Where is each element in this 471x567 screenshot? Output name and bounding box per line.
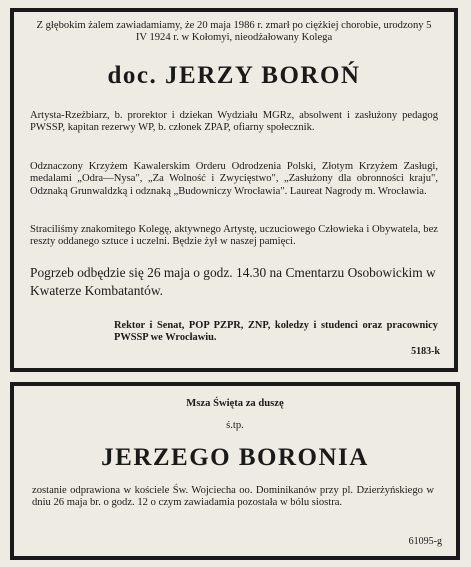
- honorific: ś.tp.: [226, 420, 244, 431]
- biography: Artysta-Rzeźbiarz, b. prorektor i dziekan Wydziału MGRz, absolwent i zasłużony pedagog PWSSP, kapitan rezerwy WP, b. członek ZPAP, ofiarny społecznik.: [30, 110, 438, 134]
- mass-name: JERZEGO BORONIA: [101, 444, 369, 471]
- mass-code: 61095-g: [408, 536, 442, 547]
- signers: Rektor i Senat, POP PZPR, ZNP, koledzy i studenci oraz pracownicy PWSSP we Wrocławiu.: [114, 320, 438, 344]
- mass-details: zostanie odprawiona w kościele Św. Wojciecha oo. Dominikanów przy pl. Dzierżyńskiego w dniu 26 maja br. o godz. 12 o czym zawiadamia pozostała w bólu siostra.: [32, 485, 434, 509]
- funeral-info: Pogrzeb odbędzie się 26 maja o godz. 14.30 na Cmentarzu Osobowickim w Kwaterze Kombatantów.: [30, 265, 436, 298]
- obituary-notice: [10, 8, 458, 372]
- deceased-name: doc. JERZY BOROŃ: [107, 62, 361, 89]
- obituary-intro: Z głębokim żalem zawiadamiamy, że 20 maja 1986 r. zmarł po ciężkiej chorobie, urodzony 5 IV 1924 r. w Kołomyi, nieodżałowany Kolega: [36, 20, 432, 44]
- awards: Odznaczony Krzyżem Kawalerskim Orderu Odrodzenia Polski, Złotym Krzyżem Zasługi, medalami „Odra—Nysa", „Za Wolność i Zwycięstwo", „Zasłużony dla obronności kraju", Odznaką Grunwaldzką i odznaką „Budowniczy Wrocławia". Laureat Nagrody m. Wrocławia.: [30, 161, 438, 197]
- mass-header: Msza Święta za duszę: [186, 398, 284, 409]
- mass-notice: [10, 382, 460, 560]
- tribute: Straciliśmy znakomitego Kolegę, aktywnego Artystę, uczuciowego Człowieka i Obywatela, bez reszty oddanego sztuce i uczelni. Będzie żył w naszej pamięci.: [30, 224, 438, 248]
- ad-code: 5183-k: [411, 346, 440, 357]
